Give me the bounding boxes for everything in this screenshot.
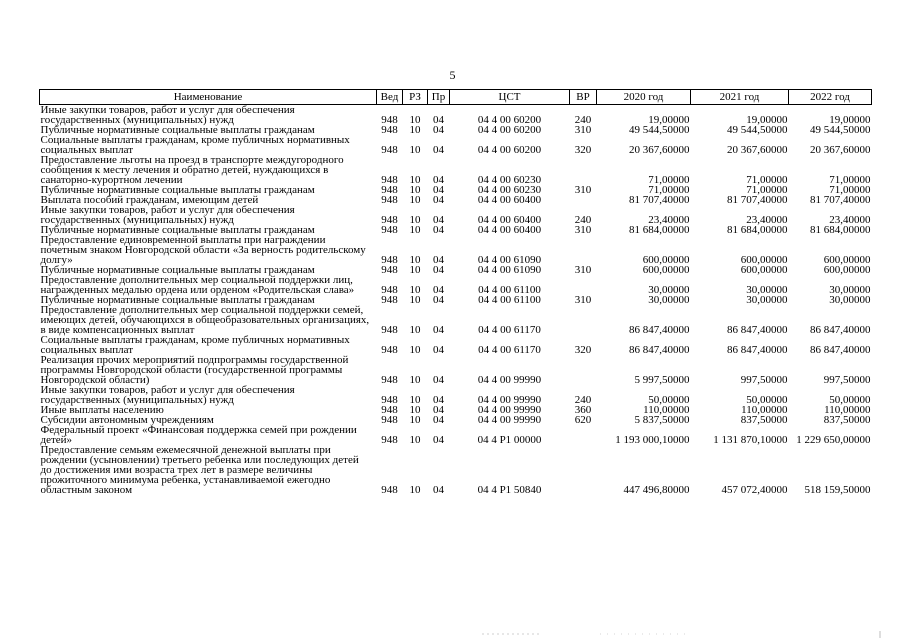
row-2020-cell: 81 684,00000	[629, 224, 690, 236]
row-vr-cell: 310	[574, 184, 592, 196]
row-ved-cell: 948	[381, 254, 398, 266]
header-name: Наименование	[40, 90, 377, 105]
table-row	[40, 335, 872, 355]
row-rz-cell: 10	[409, 324, 421, 336]
row-pr-cell: 04	[433, 344, 444, 356]
row-pr-cell: 04	[433, 414, 444, 426]
scan-artifact-marks	[0, 628, 905, 640]
row-cst-cell: 04 4 00 99990	[477, 394, 542, 406]
row-ved-cell: 948	[381, 144, 398, 156]
table-row	[40, 205, 872, 225]
row-name-cell: Публичные нормативные социальные выплаты гражданам	[40, 224, 315, 236]
row-pr-cell: 04	[433, 174, 444, 186]
row-rz-cell: 10	[409, 414, 421, 426]
row-2022-cell: 600,00000	[823, 254, 871, 266]
row-name-cell: Федеральный проект «Финансовая поддержка семей при рождении детей»	[40, 424, 357, 446]
row-vr-cell: 240	[574, 214, 592, 226]
row-cst-cell: 04 4 00 60400	[477, 214, 542, 226]
row-rz-cell: 10	[409, 194, 421, 206]
row-name-cell: Субсидии автономным учреждениям	[40, 414, 214, 426]
row-vr-cell	[570, 275, 597, 295]
row-name-cell: Иные выплаты населению	[40, 404, 164, 416]
row-2021-cell: 81 684,00000	[727, 224, 788, 236]
row-2020-cell: 86 847,40000	[629, 324, 690, 336]
table-row	[40, 235, 872, 265]
row-cst-cell: 04 4 00 60400	[477, 194, 542, 206]
row-2021-cell: 997,50000	[740, 374, 788, 386]
row-cst-cell: 04 4 00 61170	[478, 344, 541, 356]
row-pr-cell: 04	[433, 324, 444, 336]
row-vr-cell	[570, 195, 597, 205]
row-rz-cell: 10	[409, 434, 421, 446]
row-name-cell: Иные закупки товаров, работ и услуг для обеспечения государственных (муниципальных) нужд	[40, 104, 295, 126]
row-2021-cell: 20 367,60000	[727, 144, 788, 156]
row-ved-cell: 948	[381, 374, 398, 386]
row-2021-cell: 86 847,40000	[727, 324, 788, 336]
table-row	[40, 385, 872, 405]
row-name-cell: Предоставление льготы на проезд в транспорте междугородного сообщения к месту лечения и обратно детей, нуждающихся в санаторно-курортном лечении	[40, 154, 344, 186]
row-ved-cell: 948	[381, 224, 398, 236]
row-2022-cell: 30,00000	[829, 284, 871, 296]
row-rz-cell: 10	[409, 294, 421, 306]
row-ved-cell: 948	[381, 184, 398, 196]
row-2020-cell: 600,00000	[642, 264, 690, 276]
row-rz-cell: 10	[409, 394, 421, 406]
row-cst-cell: 04 4 00 61090	[477, 264, 542, 276]
row-2020-cell: 447 496,80000	[623, 484, 690, 496]
row-ved-cell: 948	[381, 394, 398, 406]
row-2020-cell: 49 544,50000	[629, 124, 690, 136]
row-rz-cell: 10	[409, 214, 421, 226]
row-vr-cell	[570, 305, 597, 335]
row-pr-cell: 04	[433, 214, 444, 226]
row-name-cell: Публичные нормативные социальные выплаты гражданам	[40, 184, 315, 196]
table-row	[40, 275, 872, 295]
row-rz-cell: 10	[409, 374, 421, 386]
row-2020-cell: 50,00000	[648, 394, 690, 406]
row-2021-cell: 600,00000	[740, 264, 788, 276]
row-pr-cell: 04	[433, 264, 444, 276]
row-cst-cell: 04 4 00 99990	[477, 414, 542, 426]
row-2021-cell: 30,00000	[746, 294, 788, 306]
row-2020-cell: 5 997,50000	[634, 374, 690, 386]
row-name-cell: Публичные нормативные социальные выплаты гражданам	[40, 264, 315, 276]
row-2020-cell: 5 837,50000	[634, 414, 690, 426]
row-vr-cell: 310	[574, 294, 592, 306]
row-2022-cell: 71,00000	[829, 184, 871, 196]
row-rz-cell: 10	[409, 184, 421, 196]
row-pr-cell: 04	[433, 394, 444, 406]
row-vr-cell: 360	[574, 404, 592, 416]
row-2022-cell: 23,40000	[829, 214, 871, 226]
row-cst-cell: 04 4 00 60230	[477, 184, 542, 196]
row-pr-cell: 04	[433, 114, 444, 126]
row-2020-cell: 1 193 000,10000	[615, 434, 690, 446]
row-2022-cell: 20 367,60000	[810, 144, 871, 156]
row-rz-cell: 10	[409, 224, 421, 236]
row-name-cell: Публичные нормативные социальные выплаты гражданам	[40, 294, 315, 306]
row-2021-cell: 23,40000	[746, 214, 788, 226]
row-pr-cell: 04	[433, 224, 444, 236]
table-row	[40, 355, 872, 385]
row-cst-cell: 04 4 00 60400	[477, 224, 542, 236]
row-2021-cell: 71,00000	[746, 184, 788, 196]
row-pr-cell: 04	[433, 284, 444, 296]
row-2021-cell: 457 072,40000	[721, 484, 788, 496]
row-2020-cell: 86 847,40000	[629, 344, 690, 356]
row-vr-cell	[570, 445, 597, 495]
row-2022-cell: 600,00000	[823, 264, 871, 276]
row-ved-cell: 948	[381, 174, 398, 186]
row-2021-cell: 19,00000	[746, 114, 788, 126]
row-name-cell: Иные закупки товаров, работ и услуг для обеспечения государственных (муниципальных) нужд	[40, 204, 295, 226]
row-ved-cell: 948	[381, 124, 398, 136]
row-2021-cell: 110,00000	[741, 404, 788, 416]
row-vr-cell: 310	[574, 224, 592, 236]
row-vr-cell: 620	[574, 414, 592, 426]
row-2022-cell: 1 229 650,00000	[796, 434, 871, 446]
row-vr-cell: 310	[574, 124, 592, 136]
budget-table	[39, 89, 872, 495]
row-ved-cell: 948	[381, 294, 398, 306]
row-2020-cell: 20 367,60000	[629, 144, 690, 156]
row-rz-cell: 10	[409, 484, 421, 496]
row-rz-cell: 10	[409, 254, 421, 266]
row-name-cell: Иные закупки товаров, работ и услуг для обеспечения государственных (муниципальных) нужд	[40, 384, 295, 406]
row-pr-cell: 04	[433, 434, 444, 446]
row-pr-cell: 04	[433, 374, 444, 386]
row-cst-cell: 04 4 00 60230	[477, 174, 542, 186]
row-cst-cell: 04 4 00 60200	[477, 124, 542, 136]
row-2022-cell: 518 159,50000	[804, 484, 871, 496]
row-ved-cell: 948	[381, 194, 398, 206]
row-name-cell: Предоставление дополнительных мер социальной поддержки лиц, награжденных медалью ордена или орденом «Родительская слава»	[40, 274, 355, 296]
row-2022-cell: 110,00000	[824, 404, 871, 416]
row-name-cell: Публичные нормативные социальные выплаты гражданам	[40, 124, 315, 136]
row-pr-cell: 04	[433, 254, 444, 266]
row-name-cell: Предоставление единовременной выплаты при награждении почетным знаком Новгородской области «За верность родительскому долгу»	[40, 234, 366, 266]
row-ved-cell: 948	[381, 114, 398, 126]
row-name-cell: Социальные выплаты гражданам, кроме публичных нормативных социальных выплат	[40, 334, 350, 356]
row-cst-cell: 04 4 00 61170	[478, 324, 541, 336]
row-vr-cell: 320	[574, 144, 592, 156]
row-2022-cell: 837,50000	[823, 414, 871, 426]
table-header-row	[40, 90, 872, 105]
header-2022: 2022 год	[789, 90, 872, 105]
row-2020-cell: 71,00000	[648, 174, 690, 186]
header-2020: 2020 год	[597, 90, 691, 105]
row-cst-cell: 04 4 00 99990	[477, 374, 542, 386]
row-pr-cell: 04	[433, 184, 444, 196]
row-rz-cell: 10	[409, 174, 421, 186]
row-2021-cell: 49 544,50000	[727, 124, 788, 136]
row-cst-cell: 04 4 00 60200	[477, 144, 542, 156]
row-2020-cell: 30,00000	[648, 294, 690, 306]
row-rz-cell: 10	[409, 124, 421, 136]
row-2021-cell: 86 847,40000	[727, 344, 788, 356]
header-rz: РЗ	[403, 90, 428, 105]
row-rz-cell: 10	[409, 404, 421, 416]
row-2022-cell: 19,00000	[829, 114, 871, 126]
row-2021-cell: 81 707,40000	[727, 194, 788, 206]
row-cst-cell: 04 4 00 61100	[478, 284, 541, 296]
row-vr-cell: 310	[574, 264, 592, 276]
table-row	[40, 155, 872, 185]
row-cst-cell: 04 4 00 61090	[477, 254, 542, 266]
row-2021-cell: 600,00000	[740, 254, 788, 266]
row-pr-cell: 04	[433, 404, 444, 416]
row-2022-cell: 997,50000	[823, 374, 871, 386]
row-rz-cell: 10	[409, 344, 421, 356]
table-row	[40, 425, 872, 445]
row-cst-cell: 04 4 P1 50840	[477, 484, 542, 496]
row-2020-cell: 81 707,40000	[629, 194, 690, 206]
row-2020-cell: 19,00000	[648, 114, 690, 126]
row-pr-cell: 04	[433, 194, 444, 206]
row-vr-cell	[570, 355, 597, 385]
row-name-cell: Социальные выплаты гражданам, кроме публичных нормативных социальных выплат	[40, 134, 350, 156]
row-cst-cell: 04 4 00 60200	[477, 114, 542, 126]
row-rz-cell: 10	[409, 114, 421, 126]
row-vr-cell: 240	[574, 114, 592, 126]
row-vr-cell: 240	[574, 394, 592, 406]
row-2021-cell: 837,50000	[740, 414, 788, 426]
row-2020-cell: 110,00000	[643, 404, 690, 416]
row-ved-cell: 948	[381, 324, 398, 336]
row-2020-cell: 71,00000	[648, 184, 690, 196]
row-rz-cell: 10	[409, 144, 421, 156]
row-2022-cell: 86 847,40000	[810, 324, 871, 336]
row-name-cell: Предоставление дополнительных мер социальной поддержки семей, имеющих детей, обучающихся в общеобразовательных организациях, в виде компенсационных выплат	[40, 304, 370, 336]
header-2021: 2021 год	[691, 90, 789, 105]
table-row	[40, 105, 872, 126]
row-vr-cell: 320	[574, 344, 592, 356]
page-number: 5	[449, 68, 456, 82]
row-pr-cell: 04	[433, 144, 444, 156]
row-cst-cell: 04 4 P1 00000	[477, 434, 542, 446]
row-pr-cell: 04	[433, 124, 444, 136]
header-cst: ЦСТ	[450, 90, 570, 105]
row-2020-cell: 23,40000	[648, 214, 690, 226]
row-2021-cell: 71,00000	[746, 174, 788, 186]
row-ved-cell: 948	[381, 404, 398, 416]
row-cst-cell: 04 4 00 99990	[477, 404, 542, 416]
row-name-cell: Предоставление семьям ежемесячной денежной выплаты при рождении (усыновлении) третьего ребенка или последующих детей до достижения ими возраста трех лет в размере величины прожиточного минимума ребенка, устанавливаемой ежегодно областным законом	[40, 444, 359, 496]
row-ved-cell: 948	[381, 484, 398, 496]
table-row	[40, 135, 872, 155]
row-2021-cell: 1 131 870,10000	[713, 434, 788, 446]
row-vr-cell	[570, 155, 597, 185]
row-2022-cell: 49 544,50000	[810, 124, 871, 136]
row-2022-cell: 86 847,40000	[810, 344, 871, 356]
table-row	[40, 305, 872, 335]
row-2022-cell: 71,00000	[829, 174, 871, 186]
row-ved-cell: 948	[381, 284, 398, 296]
row-ved-cell: 948	[381, 414, 398, 426]
row-ved-cell: 948	[381, 264, 398, 276]
row-vr-cell	[570, 425, 597, 445]
header-ved: Вед	[377, 90, 403, 105]
row-2021-cell: 30,00000	[746, 284, 788, 296]
row-ved-cell: 948	[381, 434, 398, 446]
row-ved-cell: 948	[381, 214, 398, 226]
row-2020-cell: 600,00000	[642, 254, 690, 266]
header-vr: ВР	[570, 90, 597, 105]
row-2022-cell: 81 707,40000	[810, 194, 871, 206]
row-2022-cell: 50,00000	[829, 394, 871, 406]
row-2021-cell: 50,00000	[746, 394, 788, 406]
header-pr: Пр	[428, 90, 450, 105]
row-vr-cell	[570, 235, 597, 265]
row-2022-cell: 30,00000	[829, 294, 871, 306]
row-ved-cell: 948	[381, 344, 398, 356]
row-2020-cell: 30,00000	[648, 284, 690, 296]
table-row	[40, 445, 872, 495]
row-rz-cell: 10	[409, 264, 421, 276]
row-pr-cell: 04	[433, 484, 444, 496]
row-name-cell: Реализация прочих мероприятий подпрограммы государственной программы Новгородской области (государственной программы Новгородской области)	[40, 354, 349, 386]
row-pr-cell: 04	[433, 294, 444, 306]
row-name-cell: Выплата пособий гражданам, имеющим детей	[40, 194, 259, 206]
row-2022-cell: 81 684,00000	[810, 224, 871, 236]
row-cst-cell: 04 4 00 61100	[478, 294, 541, 306]
row-rz-cell: 10	[409, 284, 421, 296]
